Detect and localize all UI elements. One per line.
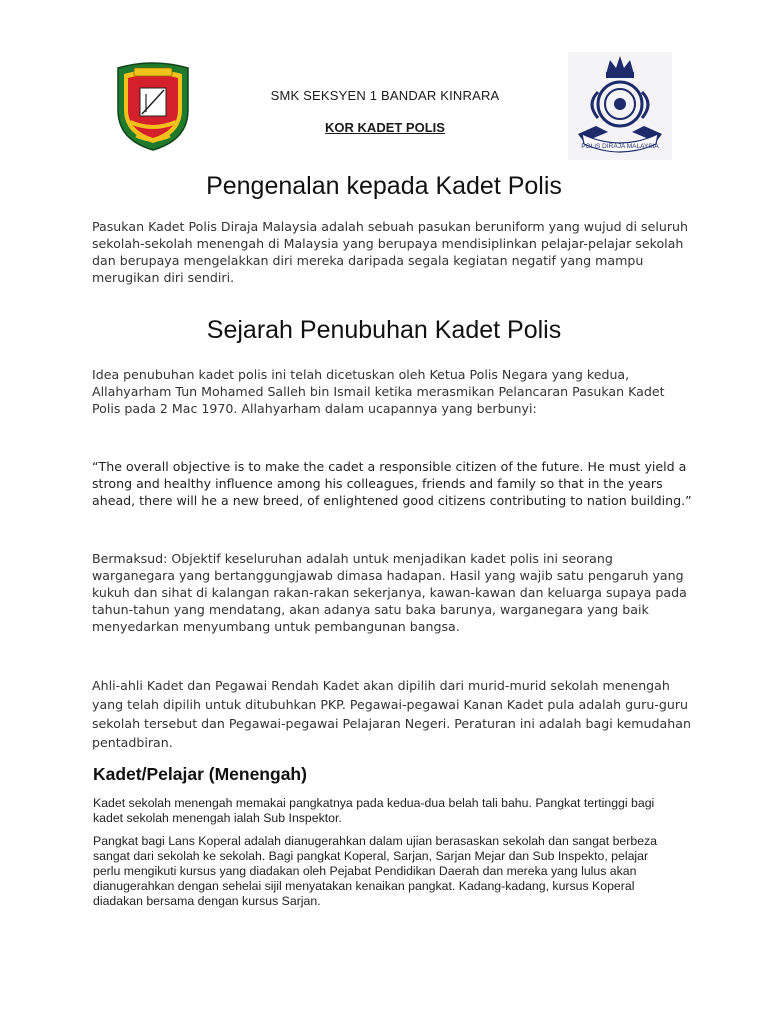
quote-paragraph: “The overall objective is to make the cadet a responsible citizen of the future. He must yield a strong and healthy influence among his colleagues, friends and family so that in the years ahead, there will he a new breed, of enlightened good citizens contributing to nation building.” xyxy=(92,459,692,508)
police-crest-motto: POLIS DIRAJA MALAYSIA xyxy=(581,143,659,150)
history-heading: Sejarah Penubuhan Kadet Polis xyxy=(206,316,562,344)
intro-paragraph: Pasukan Kadet Polis Diraja Malaysia adalah sebuah pasukan beruniform yang wujud di seluruh sekolah-sekolah menengah di Malaysia yang berupaya mendisiplinkan pelajar-pelajar sekolah dan berupaya mengelakkan diri mereka daripada segala kegiatan negatif yang mampu merugikan diri sendiri. xyxy=(92,219,688,285)
unit-name: KOR KADET POLIS xyxy=(325,120,445,135)
school-name: SMK SEKSYEN 1 BANDAR KINRARA xyxy=(270,88,500,103)
school-crest-logo xyxy=(112,60,194,152)
student-paragraph-2: Pangkat bagi Lans Koperal adalah dianugerahkan dalam ujian berasaskan sekolah dan sangat berbeza sangat dari sekolah ke sekolah. Bagi pangkat Koperal, Sarjan, Sarjan Mejar dan Sub Inspekto, pelajar perlu mengikuti kursus yang diadakan oleh Pejabat Pendidikan Daerah dan mereka yang lulus akan dianugerahkan dengan sehelai sijil menyatakan kenaikan pangkat. Kadang-kadang, kursus Koperal diadakan bersama dengan kursus Sarjan. xyxy=(93,834,658,908)
intro-heading: Pengenalan kepada Kadet Polis xyxy=(206,172,562,200)
police-crest-logo xyxy=(568,52,672,160)
translation-paragraph: Bermaksud: Objektif keseluruhan adalah untuk menjadikan kadet polis ini seorang warganegara yang bertanggungjawab dimasa hadapan. Hasil yang wajib satu pengaruh yang kukuh dan sihat di kalangan rakan-rakan sekerjanya, kawan-kawan dan keluarga supaya pada tahun-tahun yang mendatang, akan adanya satu baka barunya, warganegara yang baik menyedarkan menyumbang untuk pembangunan bangsa. xyxy=(92,551,687,634)
membership-paragraph: Ahli-ahli Kadet dan Pegawai Rendah Kadet akan dipilih dari murid-murid sekolah menengah yang telah dipilih untuk ditubuhkan PKP. Pegawai-pegawai Kanan Kadet pula adalah guru-guru sekolah tersebut dan Pegawai-pegawai Pelajaran Negeri. Peraturan ini adalah bagi kemudahan pentadbiran. xyxy=(92,678,691,750)
student-paragraph-1: Kadet sekolah menengah memakai pangkatnya pada kedua-dua belah tali bahu. Pangkat tertinggi bagi kadet sekolah menengah ialah Sub Inspektor. xyxy=(93,796,655,825)
student-heading: Kadet/Pelajar (Menengah) xyxy=(93,764,307,784)
history-paragraph: Idea penubuhan kadet polis ini telah dicetuskan oleh Ketua Polis Negara yang kedua, Allahyarham Tun Mohamed Salleh bin Ismail ketika merasmikan Pelancaran Pasukan Kadet Polis pada 2 Mac 1970. Allahyarham dalam ucapannya yang berbunyi: xyxy=(92,367,665,416)
